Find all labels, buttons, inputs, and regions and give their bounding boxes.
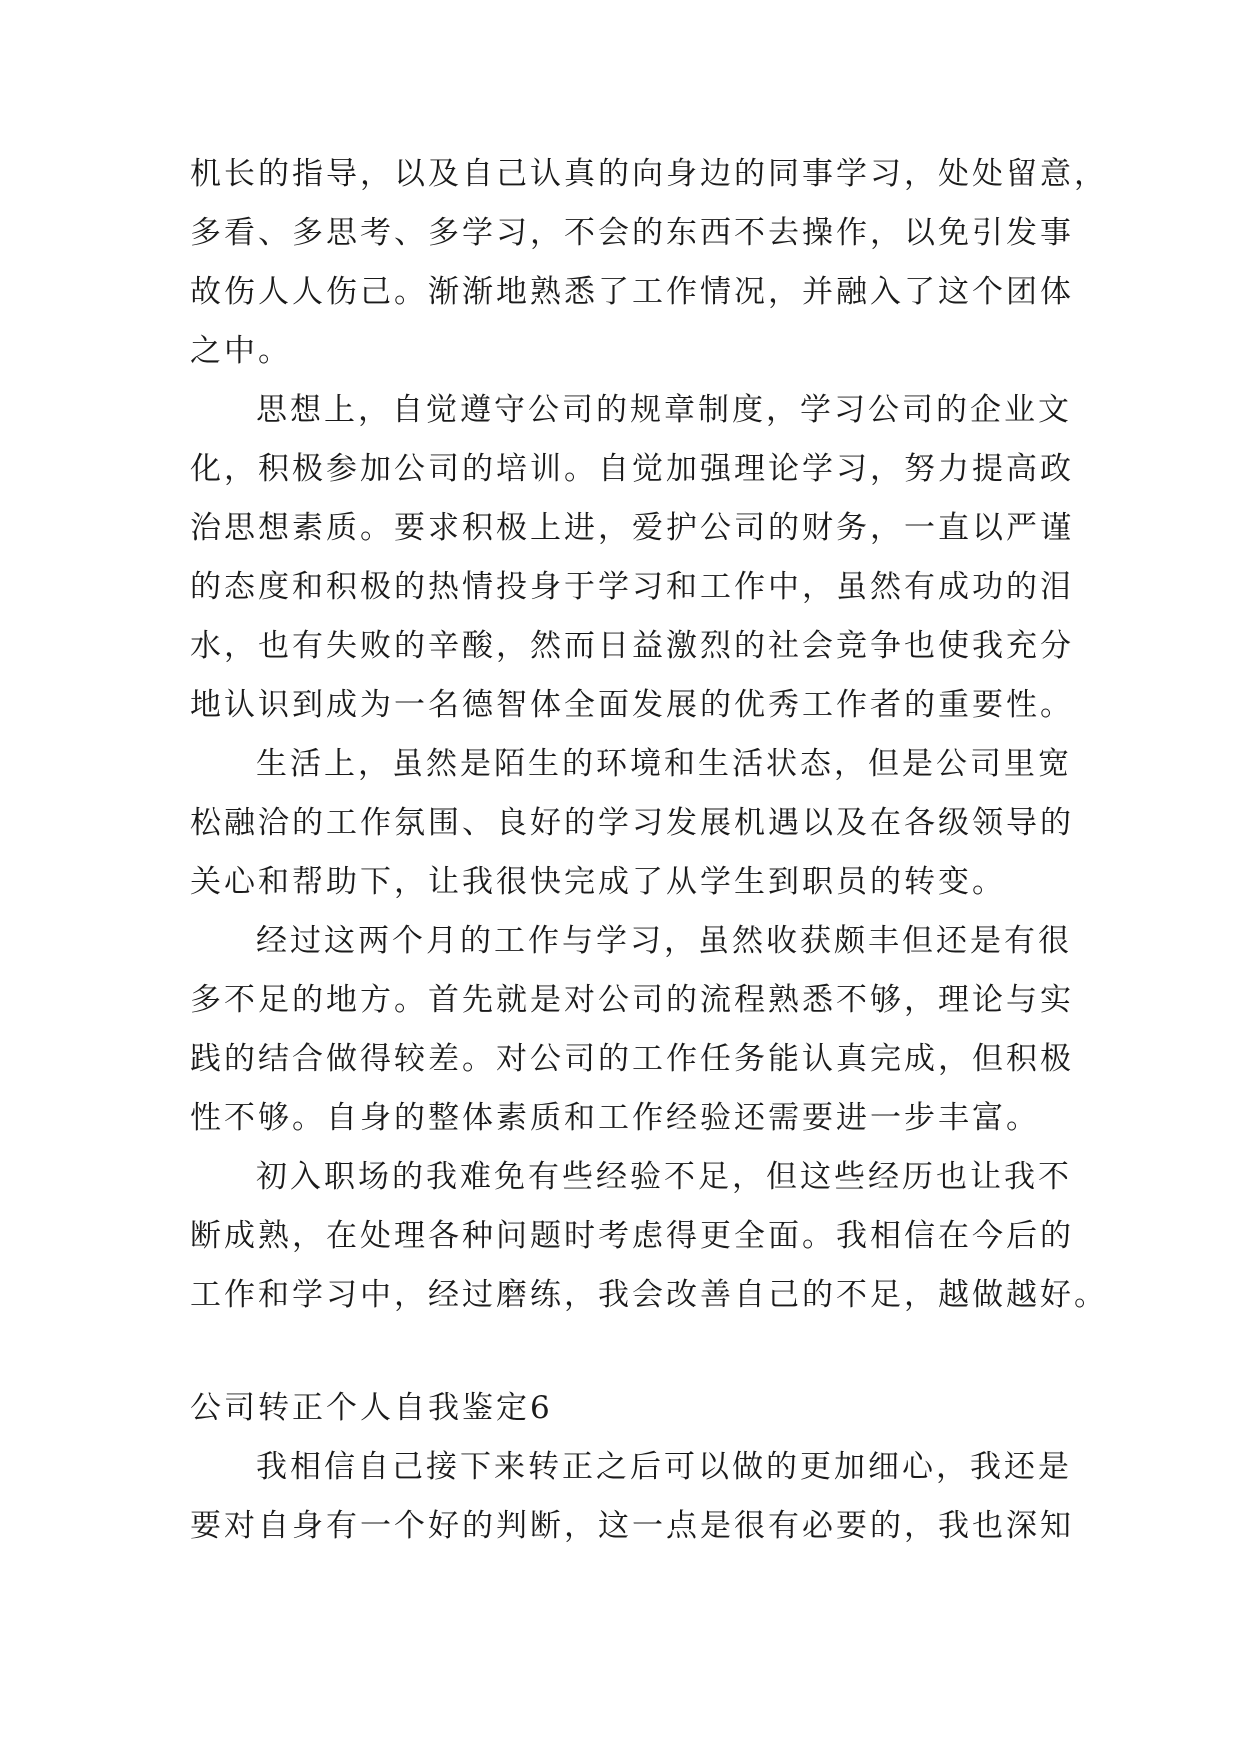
paragraph-line: 生活上，虽然是陌生的环境和生活状态，但是公司里宽	[256, 746, 1072, 782]
section-heading: 公司转正个人自我鉴定6	[190, 1390, 553, 1426]
paragraph-line: 初入职场的我难免有些经验不足，但这些经历也让我不	[256, 1159, 1072, 1195]
paragraph-line: 要对自身有一个好的判断，这一点是很有必要的，我也深知	[190, 1508, 1074, 1544]
paragraph-line: 多不足的地方。首先就是对公司的流程熟悉不够，理论与实	[190, 982, 1074, 1018]
paragraph-line: 地认识到成为一名德智体全面发展的优秀工作者的重要性。	[190, 687, 1074, 723]
paragraph-line: 工作和学习中，经过磨练，我会改善自己的不足，越做越好。	[190, 1277, 1108, 1313]
paragraph-line: 机长的指导，以及自己认真的向身边的同事学习，处处留意，	[190, 156, 1108, 192]
document-body-continued	[190, 1438, 1074, 1556]
paragraph-line: 之中。	[190, 333, 292, 369]
paragraph-line: 我相信自己接下来转正之后可以做的更加细心，我还是	[256, 1449, 1072, 1485]
paragraph-line: 故伤人人伤己。渐渐地熟悉了工作情况，并融入了这个团体	[190, 274, 1074, 310]
paragraph-line: 化，积极参加公司的培训。自觉加强理论学习，努力提高政	[190, 451, 1074, 487]
paragraph-line: 关心和帮助下，让我很快完成了从学生到职员的转变。	[190, 864, 1006, 900]
paragraph-line: 经过这两个月的工作与学习，虽然收获颇丰但还是有很	[256, 923, 1072, 959]
paragraph-line: 性不够。自身的整体素质和工作经验还需要进一步丰富。	[190, 1100, 1040, 1136]
paragraph-line: 的态度和积极的热情投身于学习和工作中，虽然有成功的泪	[190, 569, 1074, 605]
paragraph-line: 断成熟，在处理各种问题时考虑得更全面。我相信在今后的	[190, 1218, 1074, 1254]
paragraph-line: 思想上，自觉遵守公司的规章制度，学习公司的企业文	[256, 392, 1072, 428]
paragraph-line: 多看、多思考、多学习，不会的东西不去操作，以免引发事	[190, 215, 1074, 251]
paragraph-line: 践的结合做得较差。对公司的工作任务能认真完成，但积极	[190, 1041, 1074, 1077]
paragraph-line: 水，也有失败的辛酸，然而日益激烈的社会竞争也使我充分	[190, 628, 1074, 664]
paragraph-line: 治思想素质。要求积极上进，爱护公司的财务，一直以严谨	[190, 510, 1074, 546]
document-body	[190, 145, 1108, 1325]
paragraph-line: 松融洽的工作氛围、良好的学习发展机遇以及在各级领导的	[190, 805, 1074, 841]
